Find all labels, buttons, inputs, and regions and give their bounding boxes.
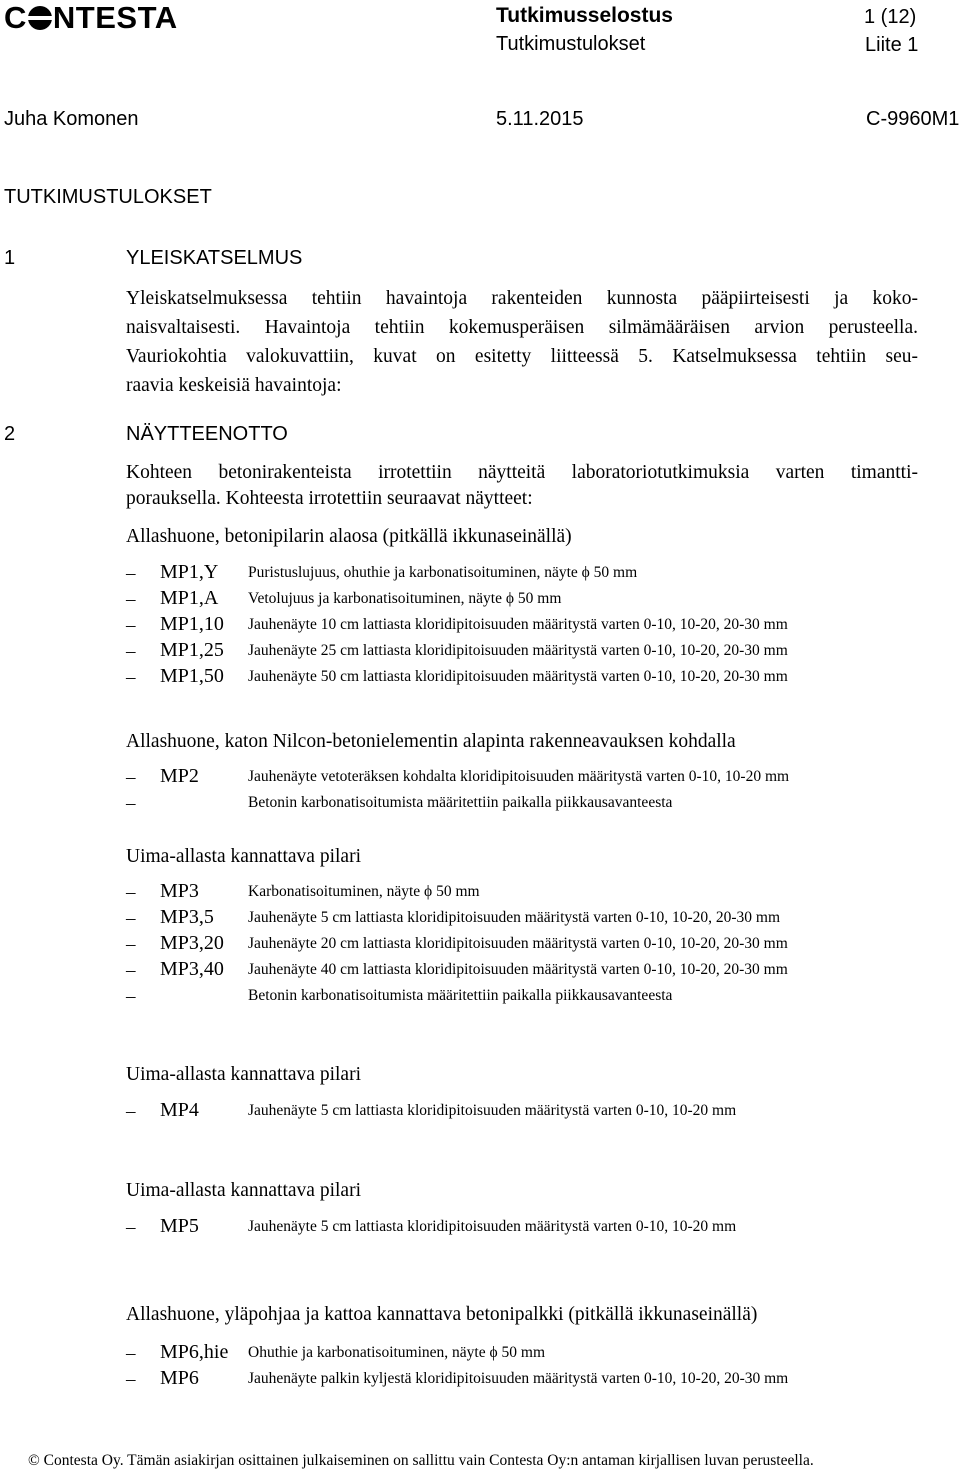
section-1-line-2: naisvaltaisesti. Havaintoja tehtiin kokemusperäisen silmämääräisen arvion perusteella. <box>126 317 918 338</box>
sample-code: MP2 <box>160 765 199 787</box>
section-1-title: YLEISKATSELMUS <box>126 247 303 269</box>
logo-letter-c: C <box>4 0 27 35</box>
dash-marker: – <box>126 1369 136 1390</box>
dash-marker: – <box>126 641 136 662</box>
sample-description: Jauhenäyte 25 cm lattiasta kloridipitoisuuden määritystä varten 0-10, 10-20, 20-30 mm <box>248 642 788 659</box>
document-subtitle: Tutkimustulokset <box>496 33 646 55</box>
sample-description: Jauhenäyte vetoteräksen kohdalta kloridipitoisuuden määritystä varten 0-10, 10-20 mm <box>248 768 790 785</box>
author-name: Juha Komonen <box>4 108 139 130</box>
company-logo <box>4 0 178 36</box>
sample-code: MP3,40 <box>160 958 224 980</box>
sample-description: Jauhenäyte 20 cm lattiasta kloridipitoisuuden määritystä varten 0-10, 10-20, 20-30 mm <box>248 935 788 952</box>
section-2-line-1: Kohteen betonirakenteista irrotettiin näytteitä laboratoriotutkimuksia varten timantti- <box>126 462 918 483</box>
sample-code: MP1,10 <box>160 613 224 635</box>
group-heading: Uima-allasta kannattava pilari <box>126 846 361 867</box>
dash-marker: – <box>126 986 136 1007</box>
sample-code: MP6,hie <box>160 1341 229 1363</box>
group-heading: Allashuone, katon Nilcon-betonielementin alapinta rakenneavauksen kohdalla <box>126 731 736 752</box>
sample-description: Jauhenäyte 5 cm lattiasta kloridipitoisuuden määritystä varten 0-10, 10-20 mm <box>248 1218 737 1235</box>
sample-code: MP1,A <box>160 587 219 609</box>
sample-code: MP6 <box>160 1367 199 1389</box>
sample-description: Puristuslujuus, ohuthie ja karbonatisoituminen, näyte ϕ 50 mm <box>248 564 638 581</box>
dash-marker: – <box>126 667 136 688</box>
main-title: TUTKIMUSTULOKSET <box>4 186 212 208</box>
sample-description: Ohuthie ja karbonatisoituminen, näyte ϕ 50 mm <box>248 1344 546 1361</box>
dash-marker: – <box>126 1343 136 1364</box>
dash-marker: – <box>126 563 136 584</box>
sample-code: MP3,5 <box>160 906 214 928</box>
dash-marker: – <box>126 882 136 903</box>
group-heading: Uima-allasta kannattava pilari <box>126 1064 361 1085</box>
dash-marker: – <box>126 615 136 636</box>
sample-code: MP4 <box>160 1099 199 1121</box>
document-date: 5.11.2015 <box>496 108 584 130</box>
dash-marker: – <box>126 1217 136 1238</box>
sample-description: Betonin karbonatisoitumista määritettiin paikalla piikkausavanteesta <box>248 794 673 811</box>
dash-marker: – <box>126 908 136 929</box>
section-1-number: 1 <box>4 247 16 269</box>
dash-marker: – <box>126 589 136 610</box>
sample-code: MP3 <box>160 880 199 902</box>
sample-description: Betonin karbonatisoitumista määritettiin paikalla piikkausavanteesta <box>248 987 673 1004</box>
sample-description: Jauhenäyte 40 cm lattiasta kloridipitoisuuden määritystä varten 0-10, 10-20, 20-30 mm <box>248 961 788 978</box>
sample-description: Jauhenäyte 10 cm lattiasta kloridipitoisuuden määritystä varten 0-10, 10-20, 20-30 mm <box>248 616 788 633</box>
sample-description: Jauhenäyte 5 cm lattiasta kloridipitoisuuden määritystä varten 0-10, 10-20 mm <box>248 1102 737 1119</box>
sample-code: MP1,Y <box>160 561 219 583</box>
sample-description: Vetolujuus ja karbonatisoituminen, näyte ϕ 50 mm <box>248 590 562 607</box>
page-number: 1 (12) <box>864 6 917 28</box>
section-1-line-3: Vauriokohtia valokuvattiin, kuvat on esitetty liitteessä 5. Katselmuksessa tehtiin seu- <box>126 346 918 367</box>
section-2-number: 2 <box>4 423 16 445</box>
logo-o-mark <box>28 6 52 30</box>
sample-description: Jauhenäyte 50 cm lattiasta kloridipitoisuuden määritystä varten 0-10, 10-20, 20-30 mm <box>248 668 788 685</box>
dash-marker: – <box>126 960 136 981</box>
dash-marker: – <box>126 767 136 788</box>
dash-marker: – <box>126 793 136 814</box>
sample-code: MP3,20 <box>160 932 224 954</box>
sample-code: MP1,50 <box>160 665 224 687</box>
section-1-line-4: raavia keskeisiä havaintoja: <box>126 375 342 396</box>
group-heading: Allashuone, betonipilarin alaosa (pitkällä ikkunaseinällä) <box>126 526 572 547</box>
dash-marker: – <box>126 1101 136 1122</box>
sample-description: Jauhenäyte palkin kyljestä kloridipitoisuuden määritystä varten 0-10, 10-20, 20-30 mm <box>248 1370 789 1387</box>
section-1-line-1: Yleiskatselmuksessa tehtiin havaintoja rakenteiden kunnosta pääpiirteisesti ja koko- <box>126 288 918 309</box>
group-heading: Uima-allasta kannattava pilari <box>126 1180 361 1201</box>
dash-marker: – <box>126 934 136 955</box>
logo-letters: NTESTA <box>52 0 178 35</box>
copyright-footer: © Contesta Oy. Tämän asiakirjan osittainen julkaiseminen on sallittu vain Contesta Oy:n antaman kirjallisen luvan perusteella. <box>28 1452 814 1469</box>
section-2-line-2: porauksella. Kohteesta irrotettiin seuraavat näytteet: <box>126 488 533 509</box>
document-number: C-9960M1 <box>866 108 960 130</box>
sample-code: MP5 <box>160 1215 199 1237</box>
document-type: Tutkimusselostus <box>496 4 673 27</box>
sample-code: MP1,25 <box>160 639 224 661</box>
group-heading: Allashuone, yläpohjaa ja kattoa kannattava betonipalkki (pitkällä ikkunaseinällä) <box>126 1304 758 1325</box>
attachment-label: Liite 1 <box>865 34 919 56</box>
sample-description: Karbonatisoituminen, näyte ϕ 50 mm <box>248 883 480 900</box>
sample-description: Jauhenäyte 5 cm lattiasta kloridipitoisuuden määritystä varten 0-10, 10-20, 20-30 mm <box>248 909 781 926</box>
section-2-title: NÄYTTEENOTTO <box>126 423 288 445</box>
